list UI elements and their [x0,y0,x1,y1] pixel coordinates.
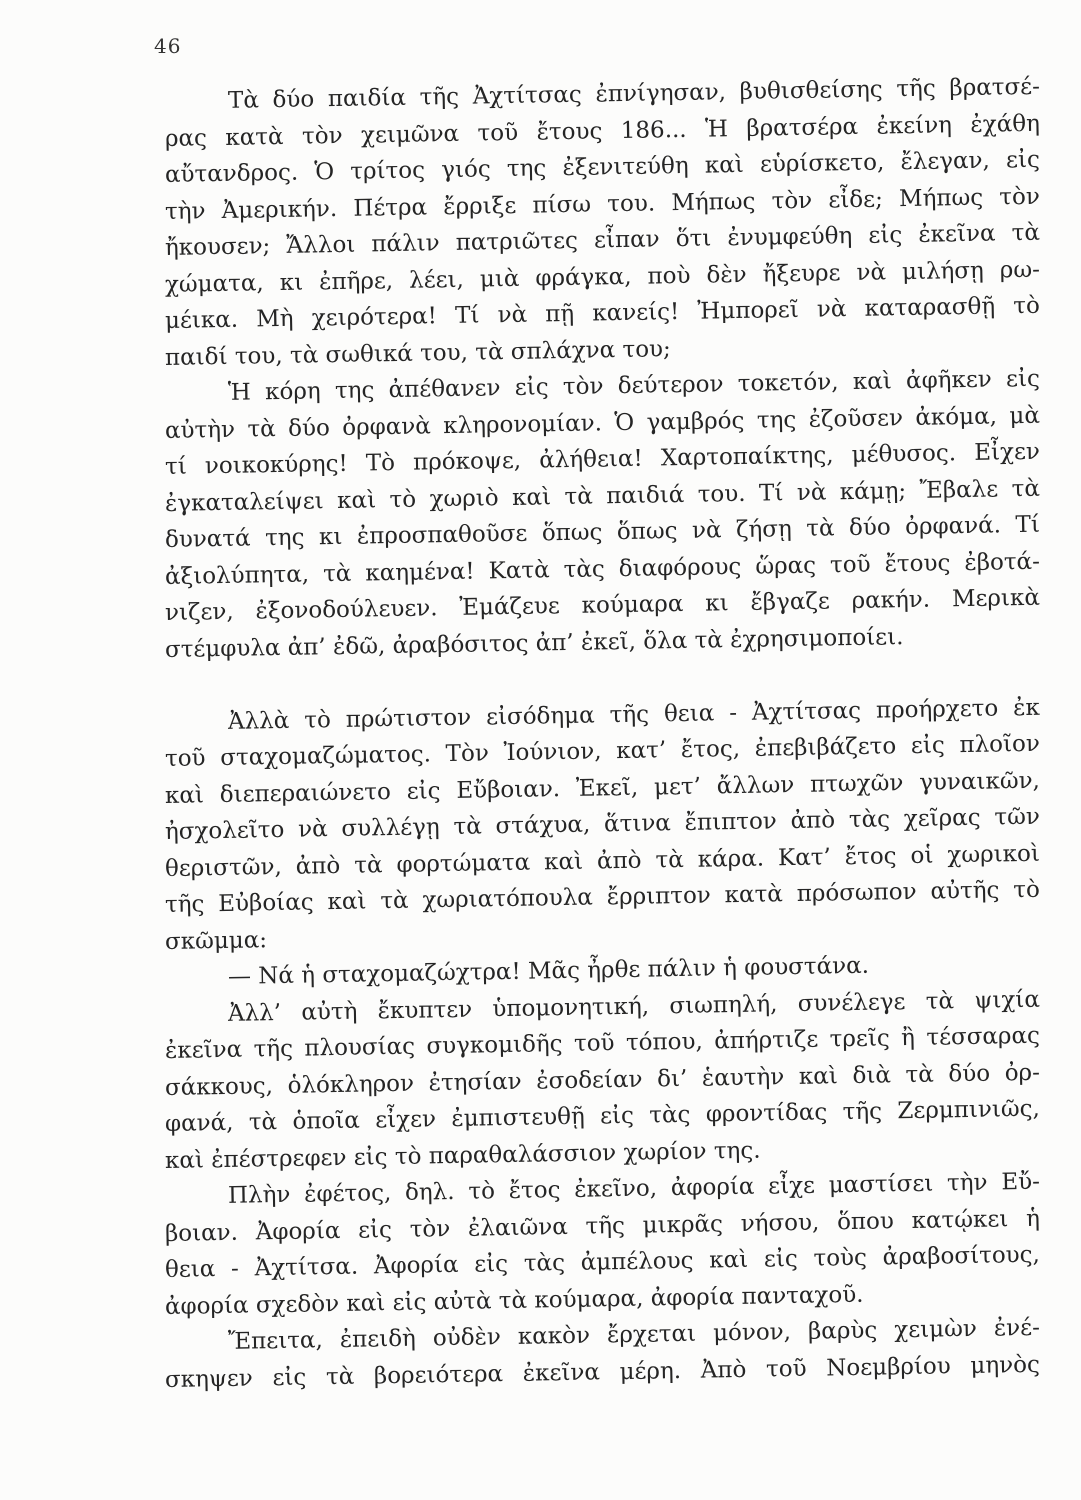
paragraph [164,986,1041,1180]
text-line: τοῦ σταχομαζώματος. Τὸν Ἰούνιον, κατ’ ἔτος, ἐπεβιβάζετο εἰς πλοῖον [164,730,1041,772]
text-line: ρας κατὰ τὸν χειμῶνα τοῦ ἔτους 186... Ἡ βρατσέρα ἐκείνη ἐχάθη [164,110,1041,152]
text-line: στέμφυλα ἀπ’ ἐδῶ, ἀραβόσιτος ἀπ’ ἐκεῖ, ὅλα τὰ ἐχρησιμοποίει. [164,623,904,663]
text-line: σάκκους, ὁλόκληρον ἐτησίαν ἐσοδείαν δι’ ἑαυτὴν καὶ διὰ τὰ δύο ὀρ- [164,1059,1041,1101]
page-number: 46 [154,34,182,58]
text-line: Ἀλλὰ τὸ πρώτιστον εἰσόδημα τῆς θεια - Ἀχτίτσας προήρχετο ἐκ [227,694,1041,735]
text-line: μέικα. Μὴ χειρότερα! Τί νὰ πῇ κανείς! Ἠμπορεῖ νὰ καταρασθῇ τὸ [164,292,1041,334]
paragraph [164,694,1041,961]
text-line: Ἔπειτα, ἐπειδὴ οὐδὲν κακὸν ἔρχεται μόνον, βαρὺς χειμὼν ἐνέ- [227,1314,1041,1355]
text-line: θεριστῶν, ἀπὸ τὰ φορτώματα καὶ ἀπὸ τὰ κάρα. Κατ’ ἔτος οἱ χωρικοὶ [164,840,1041,882]
text-line: νιζεν, ἐξονοδούλευεν. Ἐμάζευε κούμαρα κι ἔβγαζε ρακήν. Μερικὰ [164,584,1041,626]
text-line: ἀξιολύπητα, τὰ καημένα! Κατὰ τὰς διαφόρους ὥρας τοῦ ἔτους ἐβοτά- [164,548,1041,590]
text-line: θεια - Ἀχτίτσα. Ἀφορία εἰς τὰς ἀμπέλους καὶ εἰς τοὺς ἀραβοσίτους, [164,1241,1041,1283]
text-line: δυνατά της κι ἐπροσπαθοῦσε ὅπως ὅπως νὰ ζήσῃ τὰ δύο ὀρφανά. Τί [164,511,1041,553]
text-line: σκηψεν εἰς τὰ βορειότερα ἐκεῖνα μέρη. Ἀπὸ τοῦ Νοεμβρίου μηνὸς [164,1351,1041,1393]
text-line: αὐτὴν τὰ δύο ὀρφανὰ κληρονομίαν. Ὁ γαμβρός της ἐζοῦσεν ἀκόμα, μὰ [164,402,1041,444]
text-line: ἤκουσεν; Ἄλλοι πάλιν πατριῶτες εἶπαν ὅτι ἐνυμφεύθη εἰς ἐκεῖνα τὰ [164,219,1041,261]
text-line: Τὰ δύο παιδία τῆς Ἀχτίτσας ἐπνίγησαν, βυθισθείσης τῆς βρατσέ- [227,73,1041,114]
text-line: βοιαν. Ἀφορία εἰς τὸν ἐλαιῶνα τῆς μικρᾶς νήσου, ὅπου κατῴκει ἡ [164,1205,1041,1247]
text-line: ἠσχολεῖτο νὰ συλλέγῃ τὰ στάχυα, ἅτινα ἔπιπτον ἀπὸ τὰς χεῖρας τῶν [164,803,1041,845]
text-line: παιδί του, τὰ σωθικά του, τὰ σπλάχνα του; [164,335,672,371]
text-line: αὔτανδρος. Ὁ τρίτος γιός της ἐξενιτεύθη καὶ εὑρίσκετο, ἔλεγαν, εἰς [164,146,1041,188]
text-line: — Νά ἡ σταχομαζώχτρα! Μᾶς ἦρθε πάλιν ἡ φουστάνα. [227,952,870,990]
text-line: τί νοικοκύρης! Τὸ πρόκοψε, ἀλήθεια! Χαρτοπαίκτης, μέθυσος. Εἶχεν [164,438,1041,480]
text-line: Ἡ κόρη της ἀπέθανεν εἰς τὸν δεύτερον τοκετόν, καὶ ἀφῆκεν εἰς [227,365,1041,406]
paragraph [164,1168,1041,1325]
text-line: ἐκεῖνα τῆς πλουσίας συγκομιδῆς τοῦ τόπου, ἀπήρτιζε τρεῖς ἢ τέσσαρας [164,1022,1041,1064]
page-body-text [164,73,1041,1398]
text-line: καὶ διεπεραιώνετο εἰς Εὔβοιαν. Ἐκεῖ, μετ’ ἄλλων πτωχῶν γυναικῶν, [164,767,1041,809]
paragraph [164,1314,1041,1398]
text-section [164,694,1041,1399]
text-line: σκῶμμα: [164,926,268,955]
text-line: ἐγκαταλείψει καὶ τὸ χωριὸ καὶ τὰ παιδιά του. Τί νὰ κάμῃ; Ἔβαλε τὰ [164,475,1041,517]
text-line: τῆς Εὐβοίας καὶ τὰ χωριατόπουλα ἔρριπτον κατὰ πρόσωπον αὐτῆς τὸ [164,876,1041,918]
text-line: ἀφορία σχεδὸν καὶ εἰς αὐτὰ τὰ κούμαρα, ἀφορία πανταχοῦ. [164,1281,864,1320]
text-line: Ἀλλ’ αὐτὴ ἔκυπτεν ὑπομονητική, σιωπηλή, συνέλεγε τὰ ψιχία [227,986,1041,1027]
text-line: καὶ ἐπέστρεφεν εἰς τὸ παραθαλάσσιον χωρίον της. [164,1137,761,1174]
paragraph [164,73,1041,376]
paragraph [164,365,1041,668]
text-line: φανά, τὰ ὁποῖα εἶχεν ἐμπιστευθῇ εἰς τὰς φροντίδας τῆς Ζερμπινιῶς, [164,1095,1041,1137]
text-line: Πλὴν ἐφέτος, δηλ. τὸ ἔτος ἐκεῖνο, ἀφορία εἶχε μαστίσει τὴν Εὔ- [227,1168,1041,1209]
text-line: χώματα, κι ἐπῆρε, λέει, μιὰ φράγκα, ποὺ δὲν ἤξευρε νὰ μιλήσῃ ρω- [164,256,1041,298]
text-line: τὴν Ἀμερικήν. Πέτρα ἔρριξε πίσω του. Μήπως τὸν εἶδε; Μήπως τὸν [164,183,1041,225]
text-section [164,73,1041,668]
